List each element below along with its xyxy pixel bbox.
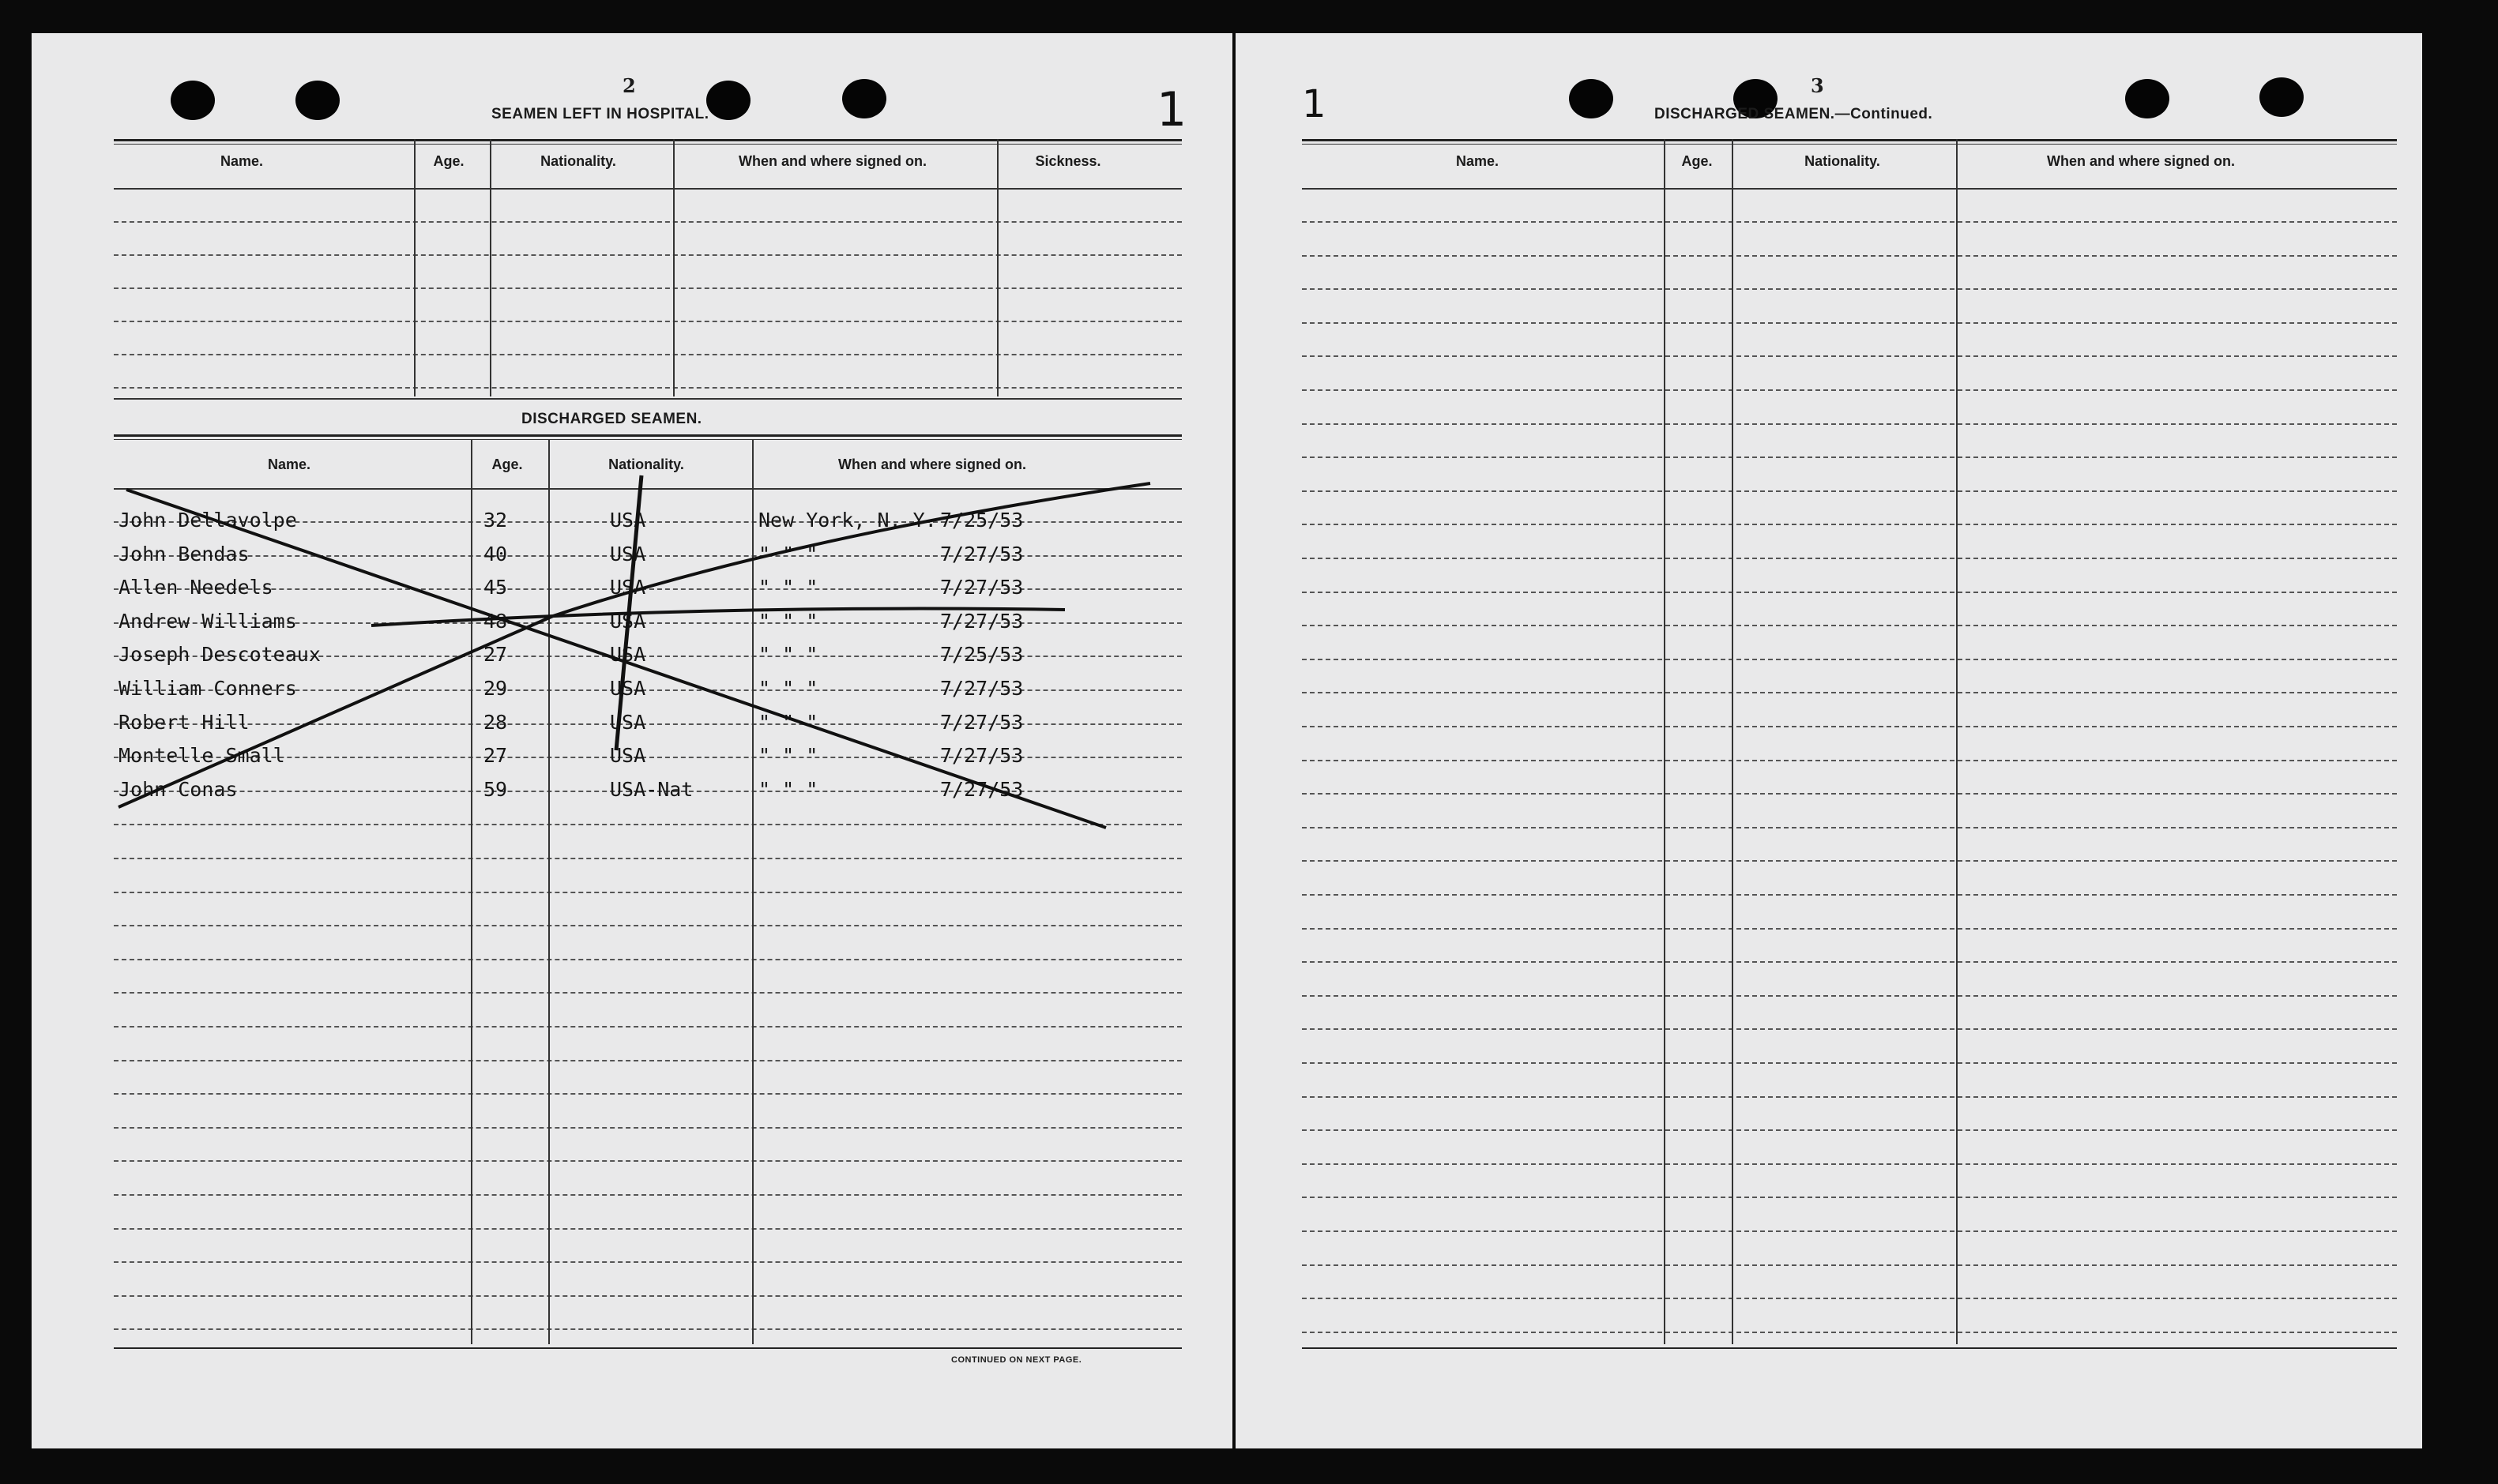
handwritten-margin-mark-right: 1 [1302, 82, 1326, 126]
row-signed-on-place: New York, N. Y. [758, 509, 937, 532]
row-signed-on-place: " " " [758, 643, 818, 666]
row-name: Andrew Williams [119, 610, 297, 633]
row-age: 27 [483, 744, 508, 767]
row-nationality: USA [610, 711, 646, 734]
row-nationality: USA-Nat [610, 778, 694, 801]
row-nationality: USA [610, 677, 646, 700]
row-age: 40 [483, 543, 508, 565]
row-signed-on-date: 7/25/53 [940, 643, 1024, 666]
cross-stroke-1 [126, 490, 1106, 828]
right-col-name: Name. [1455, 153, 1499, 169]
row-signed-on-place: " " " [758, 543, 818, 565]
row-name: Montelle Small [119, 744, 285, 767]
page-number-right: 3 [1811, 74, 1824, 97]
row-signed-on-date: 7/25/53 [940, 509, 1024, 532]
discharged-col-age: Age. [491, 456, 523, 472]
row-signed-on-date: 7/27/53 [940, 744, 1024, 767]
row-signed-on-date: 7/27/53 [940, 610, 1024, 633]
hospital-col-sickness: Sickness. [1035, 153, 1101, 169]
row-signed-on-date: 7/27/53 [940, 711, 1024, 734]
page-number-left: 2 [623, 74, 636, 97]
right-col-signed-on: When and where signed on. [2046, 153, 2236, 169]
row-age: 45 [483, 576, 508, 599]
hospital-col-signed-on: When and where signed on. [738, 153, 927, 169]
row-signed-on-place: " " " [758, 677, 818, 700]
row-nationality: USA [610, 744, 646, 767]
row-nationality: USA [610, 509, 646, 532]
row-signed-on-place: " " " [758, 711, 818, 734]
row-signed-on-place: " " " [758, 744, 818, 767]
hospital-col-name: Name. [220, 153, 264, 169]
row-name: Allen Needels [119, 576, 273, 599]
discharged-section-title: DISCHARGED SEAMEN. [521, 411, 702, 427]
row-nationality: USA [610, 576, 646, 599]
row-signed-on-place: " " " [758, 778, 818, 801]
row-name: Joseph Descoteaux [119, 643, 321, 666]
hospital-col-nationality: Nationality. [540, 153, 616, 169]
row-age: 27 [483, 643, 508, 666]
row-signed-on-date: 7/27/53 [940, 576, 1024, 599]
discharged-col-nationality: Nationality. [608, 456, 684, 472]
continued-footer: CONTINUED ON NEXT PAGE. [951, 1355, 1082, 1365]
row-name: John Bendas [119, 543, 250, 565]
row-signed-on-date: 7/27/53 [940, 543, 1024, 565]
row-age: 59 [483, 778, 508, 801]
row-nationality: USA [610, 643, 646, 666]
discharged-col-name: Name. [267, 456, 311, 472]
row-age: 28 [483, 711, 508, 734]
row-name: Robert Hill [119, 711, 250, 734]
row-signed-on-date: 7/27/53 [940, 677, 1024, 700]
discharged-continued-title: DISCHARGED SEAMEN.—Continued. [1654, 106, 1933, 122]
row-name: John Dellavolpe [119, 509, 297, 532]
right-col-nationality: Nationality. [1804, 153, 1880, 169]
row-signed-on-date: 7/27/53 [940, 778, 1024, 801]
row-signed-on-place: " " " [758, 610, 818, 633]
handwritten-margin-mark-left: 1 [1157, 82, 1187, 137]
row-age: 48 [483, 610, 508, 633]
discharged-col-signed-on: When and where signed on. [837, 456, 1027, 472]
row-name: John Conas [119, 778, 238, 801]
row-signed-on-place: " " " [758, 576, 818, 599]
row-nationality: USA [610, 610, 646, 633]
row-age: 29 [483, 677, 508, 700]
right-col-age: Age. [1681, 153, 1713, 169]
row-name: William Conners [119, 677, 297, 700]
row-nationality: USA [610, 543, 646, 565]
row-age: 32 [483, 509, 508, 532]
hospital-col-age: Age. [433, 153, 465, 169]
hospital-section-title: SEAMEN LEFT IN HOSPITAL. [491, 106, 709, 122]
